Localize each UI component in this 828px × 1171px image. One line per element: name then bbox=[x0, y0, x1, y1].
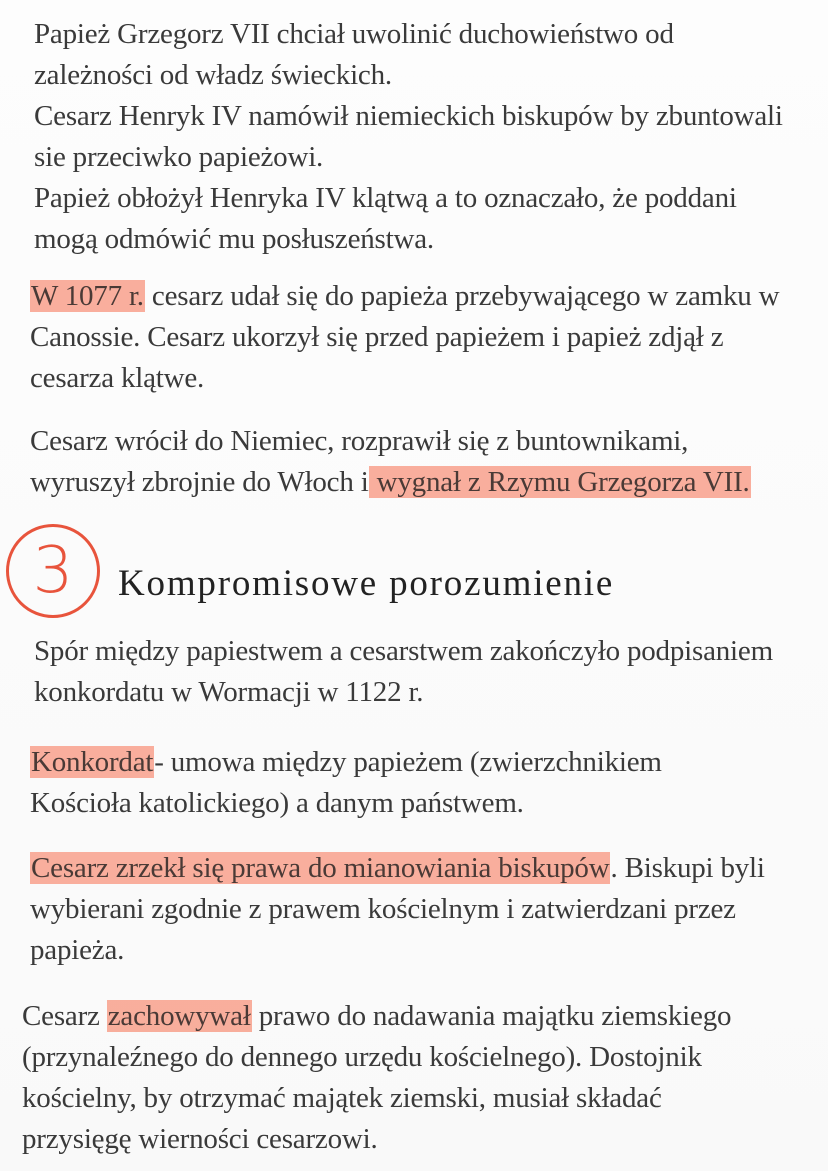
text-line: Cesarz wrócił do Niemiec, rozprawił się z buntownikami, bbox=[30, 425, 689, 457]
highlighted-phrase: wygnał z Rzymu Grzegorza VII. bbox=[369, 466, 750, 498]
paragraph-emperor-return bbox=[30, 421, 820, 503]
text-line: przysięgę wierności cesarzowi. bbox=[22, 1123, 378, 1155]
text-segment: Cesarz bbox=[22, 1000, 107, 1032]
highlighted-word: zachowywał bbox=[107, 1000, 251, 1032]
text-segment: - umowa między papieżem (zwierzchnikiem bbox=[154, 746, 662, 778]
section-number-circle: 3 bbox=[6, 524, 100, 618]
text-segment: wyruszył zbrojnie do Włoch i bbox=[30, 466, 369, 498]
paragraph-worms bbox=[34, 631, 824, 713]
text-line: (przynaleźnego do dennego urzędu kościelnego). Dostojnik bbox=[22, 1041, 702, 1073]
text-line: kościelny, by otrzymać majątek ziemski, musiał składać bbox=[22, 1082, 662, 1114]
highlighted-date: W 1077 r. bbox=[31, 280, 144, 312]
highlighted-term: Konkordat bbox=[31, 746, 154, 778]
text-line: papieża. bbox=[30, 934, 125, 966]
text-line: zależności od władz świeckich. bbox=[34, 59, 392, 91]
text-line: mogą odmówić mu posłuszeństwa. bbox=[34, 223, 434, 255]
section-title: Kompromisowe porozumienie bbox=[118, 563, 615, 604]
text-line: konkordatu w Wormacji w 1122 r. bbox=[34, 676, 424, 708]
text-segment: cesarz udał się do papieża przebywającego w zamku w bbox=[144, 280, 780, 312]
paragraph-land-rights bbox=[22, 996, 822, 1160]
section-heading bbox=[6, 524, 806, 624]
highlighted-phrase: Cesarz zrzekł się prawa do mianowiania biskupów bbox=[31, 852, 610, 884]
text-line: sie przeciwko papieżowi. bbox=[34, 141, 324, 173]
text-line: Cesarz Henryk IV namówił niemieckich biskupów by zbuntowali bbox=[34, 100, 783, 132]
text-line: Kościoła katolickiego) a danym państwem. bbox=[30, 787, 524, 819]
text-line: cesarza klątwe. bbox=[30, 362, 205, 394]
paragraph-concordat-definition bbox=[30, 742, 820, 824]
text-line: wybierani zgodnie z prawem kościelnym i zatwierdzani przez bbox=[30, 893, 736, 925]
text-line: Canossie. Cesarz ukorzył się przed papieżem i papież zdjął z bbox=[30, 321, 724, 353]
paragraph-bishops bbox=[30, 848, 820, 971]
text-line: Papież obłożył Henryka IV klątwą a to oznaczało, że poddani bbox=[34, 182, 737, 214]
text-segment: prawo do nadawania majątku ziemskiego bbox=[251, 1000, 732, 1032]
text-line: Spór między papiestwem a cesarstwem zakończyło podpisaniem bbox=[34, 635, 773, 667]
paragraph-canossa bbox=[30, 276, 820, 399]
text-segment: . Biskupi byli bbox=[610, 852, 765, 884]
text-line: Papież Grzegorz VII chciał uwolinić duchowieństwo od bbox=[34, 18, 674, 50]
paragraph-investiture-conflict bbox=[34, 14, 814, 260]
